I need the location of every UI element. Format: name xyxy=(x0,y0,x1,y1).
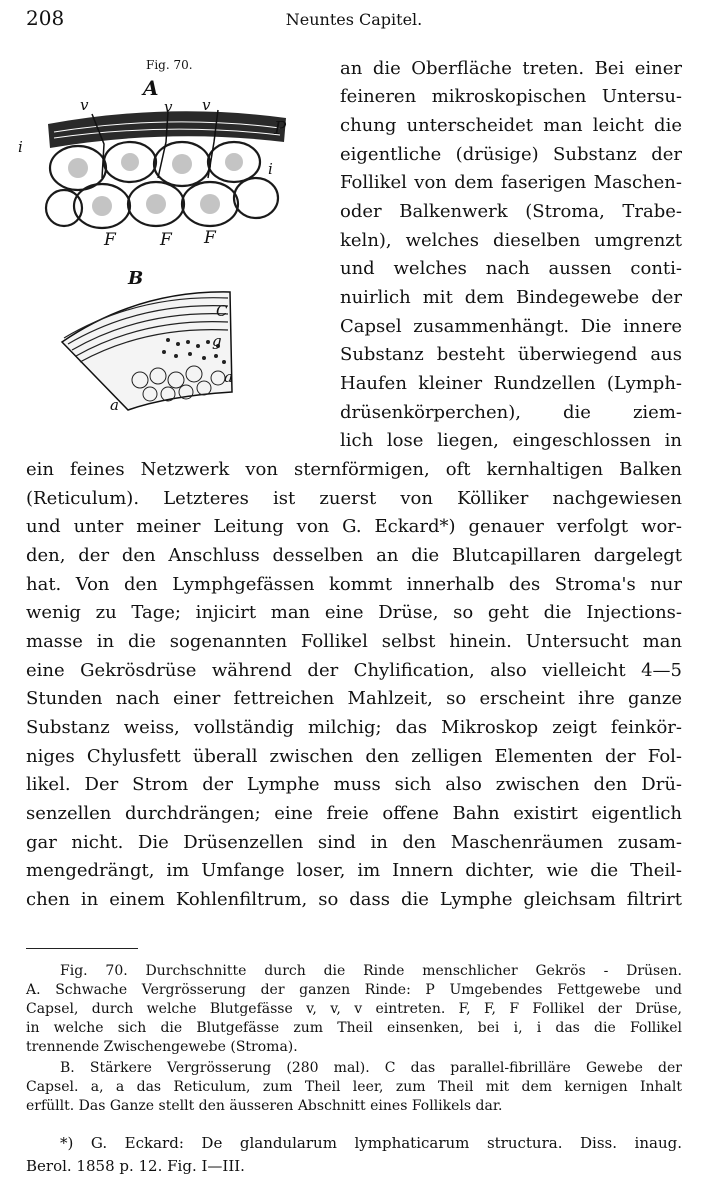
mark-i: i xyxy=(268,160,273,178)
body-line: an die Oberfläche treten. Bei einer xyxy=(340,58,682,79)
mark-v: v xyxy=(164,98,173,116)
mark-v: v xyxy=(202,96,211,114)
body-line: hat. Von den Lymphgefässen kommt innerhalb des Stroma's nur xyxy=(26,574,682,595)
follicles xyxy=(46,142,278,228)
mark-p: P xyxy=(274,118,287,139)
body-line: oder Balkenwerk (Stroma, Trabe- xyxy=(340,201,682,222)
body-line: drüsenkörperchen), die ziem- xyxy=(340,402,682,423)
body-line: gar nicht. Die Drüsenzellen sind in den Maschenräumen zusam- xyxy=(26,832,682,853)
body-line: lich lose liegen, eingeschlossen in xyxy=(340,430,682,451)
footnote-line: *) G. Eckard: De glandularum lymphaticarum structura. Diss. inaug. xyxy=(60,1134,682,1152)
caption-line: Fig. 70. Durchschnitte durch die Rinde menschlicher Gekrös - Drüsen. xyxy=(60,963,682,979)
caption-line: Capsel. a, a das Reticulum, zum Theil leer, zum Theil mit dem kernigen Inhalt xyxy=(26,1079,682,1095)
caption-line: B. Stärkere Vergrösserung (280 mal). C das parallel-fibrilläre Gewebe der xyxy=(60,1060,682,1076)
mark-v: v xyxy=(80,96,89,114)
mark-f: F xyxy=(104,230,116,250)
body-line: keln), welches dieselben umgrenzt xyxy=(340,230,682,251)
mark-i: i xyxy=(18,138,23,156)
body-line: mengedrängt, im Umfange loser, im Innern dichter, wie die Theil- xyxy=(26,860,682,881)
body-line: masse in die sogenannten Follikel selbst hinein. Untersucht man xyxy=(26,631,682,652)
body-line: Follikel von dem faserigen Maschen- xyxy=(340,172,682,193)
body-line: chen in einem Kohlenfiltrum, so dass die Lymphe gleichsam filtrirt xyxy=(26,889,682,910)
body-line: eigentliche (drüsige) Substanz der xyxy=(340,144,682,165)
body-line: Capsel zusammenhängt. Die innere xyxy=(340,316,682,337)
page-number: 208 xyxy=(26,6,65,30)
body-line: ein feines Netzwerk von sternförmigen, oft kernhaltigen Balken xyxy=(26,459,682,480)
caption-line: A. Schwache Vergrösserung der ganzen Rinde: P Umgebendes Fettgewebe und xyxy=(26,982,682,998)
body-line: wenig zu Tage; injicirt man eine Drüse, so geht die Injections- xyxy=(26,602,682,623)
body-line: Haufen kleiner Rundzellen (Lymph- xyxy=(340,373,682,394)
figure-70 xyxy=(18,58,318,428)
body-line: chung unterscheidet man leicht die xyxy=(340,115,682,136)
body-line: (Reticulum). Letzteres ist zuerst von Kölliker nachgewiesen xyxy=(26,488,682,509)
caption-line: in welche sich die Blutgefässe zum Theil einsenken, bei i, i das die Follikel xyxy=(26,1020,682,1036)
body-line: und welches nach aussen conti- xyxy=(340,258,682,279)
caption-line: Capsel, durch welche Blutgefässe v, v, v eintreten. F, F, F Follikel der Drüse, xyxy=(26,1001,682,1017)
body-line: eine Gekrösdrüse während der Chylification, also vielleicht 4—5 xyxy=(26,660,682,681)
mark-f: F xyxy=(204,228,216,248)
mark-c: C xyxy=(216,302,228,320)
body-line: und unter meiner Leitung von G. Eckard*) genauer verfolgt wor- xyxy=(26,516,682,537)
mark-a: a xyxy=(110,396,119,414)
caption-line: erfüllt. Das Ganze stellt den äusseren Abschnitt eines Follikels dar. xyxy=(26,1098,503,1114)
caption-line: trennende Zwischengewebe (Stroma). xyxy=(26,1039,298,1055)
mark-a: a xyxy=(224,368,233,386)
mark-f: F xyxy=(160,230,172,250)
figure-number: Fig. 70. xyxy=(146,58,193,72)
body-line: nuirlich mit dem Bindegewebe der xyxy=(340,287,682,308)
figure-label-a: A xyxy=(143,76,159,100)
body-line: Substanz besteht überwiegend aus xyxy=(340,344,682,365)
figure-label-b: B xyxy=(128,268,144,289)
body-line: den, der den Anschluss desselben an die Blutcapillaren dargelegt xyxy=(26,545,682,566)
body-line: Substanz weiss, vollständig milchig; das Mikroskop zeigt feinkör- xyxy=(26,717,682,738)
body-line: senzellen durchdrängen; eine freie offene Bahn existirt eigentlich xyxy=(26,803,682,824)
footnote-divider xyxy=(26,948,138,949)
body-line: niges Chylusfett überall zwischen den zelligen Elementen der Fol- xyxy=(26,746,682,767)
panel-b-section xyxy=(62,292,232,410)
running-head: Neuntes Capitel. xyxy=(285,10,423,29)
footnote-line: Berol. 1858 p. 12. Fig. I—III. xyxy=(26,1157,245,1175)
body-line: likel. Der Strom der Lymphe muss sich also zwischen den Drü- xyxy=(26,774,682,795)
body-line: feineren mikroskopischen Untersu- xyxy=(340,86,682,107)
mark-g: g xyxy=(212,332,222,350)
body-line: Stunden nach einer fettreichen Mahlzeit, so erscheint ihre ganze xyxy=(26,688,682,709)
